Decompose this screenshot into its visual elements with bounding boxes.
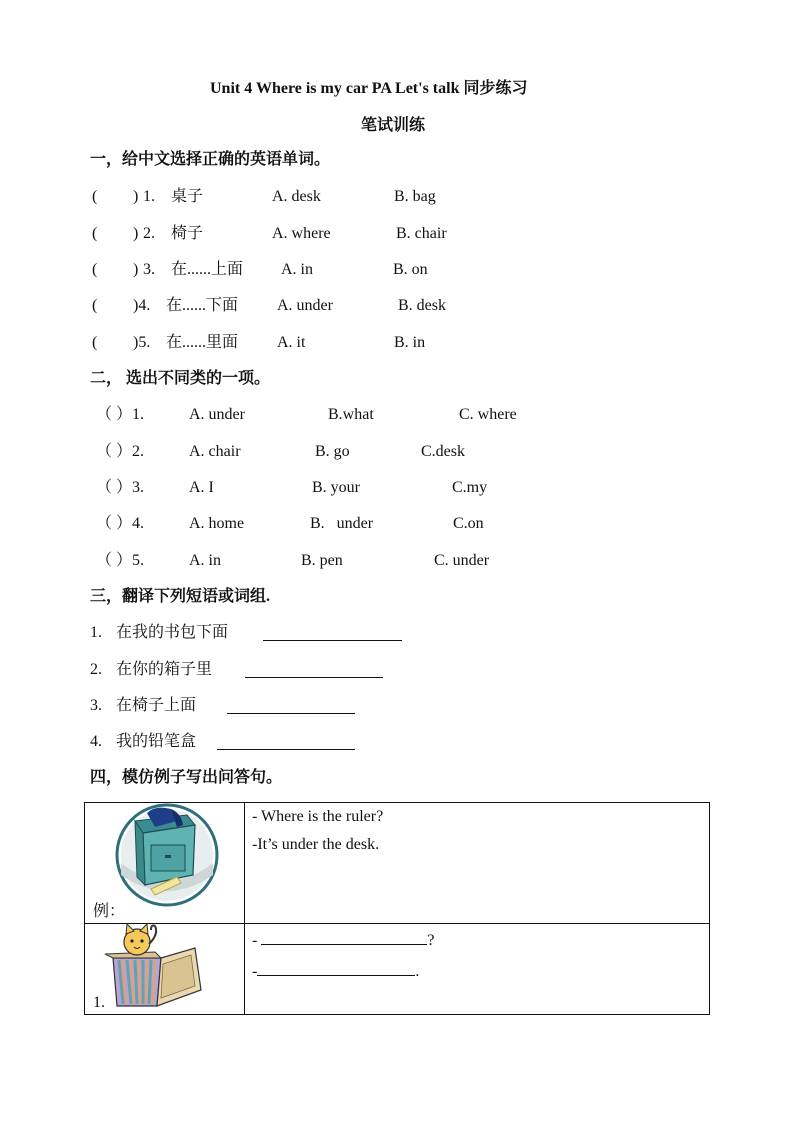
chinese-phrase: 我的铅笔盒 [116,733,197,750]
line-suffix: . [415,963,420,980]
option-c: C.on [453,515,484,532]
exercise-text-cell [245,924,710,1015]
option-b: B. desk [398,297,446,314]
exercise-row [85,924,710,1015]
example-question: - Where is the ruler? [252,808,384,825]
chinese-phrase: 在你的箱子里 [116,661,213,678]
example-row [85,803,710,924]
answer-paren: ( [92,297,98,314]
item-number: 2. [143,225,155,242]
option-b: B. chair [396,225,447,242]
cat-in-box-illustration [85,924,244,1012]
answer-paren: ( [92,334,98,351]
answer-close: ) [133,188,139,205]
option-a: A. in [189,552,221,569]
answer-close: )5. [133,334,151,351]
item-number: 4. [90,733,102,750]
section2-heading: 二， 选出不同类的一项。 [90,370,271,387]
example-label: 例： [93,903,126,920]
answer-paren: （ ）2. [96,443,145,460]
option-b: B. go [315,443,350,460]
answer-paren: （ ）5. [96,552,145,569]
answer-blank[interactable] [217,733,355,750]
item-number: 2. [90,661,102,678]
option-c: C.my [452,479,488,496]
option-c: C. under [434,552,490,569]
example-table [84,802,710,1015]
answer-paren: （ ）3. [96,479,145,496]
chinese-word: 桌子 [171,188,204,205]
item-number: 3. [90,697,102,714]
section1-heading: 一，给中文选择正确的英语单词。 [90,151,331,168]
option-c: C. where [459,406,517,423]
option-a: A. it [277,334,306,351]
option-a: A. in [281,261,313,278]
chinese-word: 椅子 [171,225,204,242]
chinese-word: 在......下面 [166,297,239,314]
item-number: 3. [143,261,155,278]
answer-blank[interactable] [263,624,402,641]
option-b: B.what [328,406,374,423]
answer-paren: ( [92,188,98,205]
option-b: B. under [310,515,374,532]
exercise-question-line [252,928,709,951]
item-number: 1. [90,624,102,641]
answer-paren: （ ）1. [96,406,145,423]
option-a: A. I [189,479,214,496]
answer-close: ) [133,225,139,242]
option-a: A. chair [189,443,241,460]
chinese-phrase: 在椅子上面 [116,697,197,714]
exercise-answer-line [252,959,709,982]
answer-paren: ( [92,261,98,278]
example-text-cell [245,803,710,924]
example-image-cell [85,803,245,924]
option-a: A. where [272,225,331,242]
option-a: A. under [189,406,245,423]
line-suffix: ? [427,932,435,949]
option-b: B. pen [301,552,343,569]
line-prefix: - [252,932,262,949]
section4-heading: 四，模仿例子写出问答句。 [90,769,283,786]
option-b: B. on [393,261,428,278]
answer-close: )4. [133,297,151,314]
answer-paren: （ ）4. [96,515,145,532]
line-prefix: - [252,963,258,980]
example-answer: -It’s under the desk. [252,836,380,853]
item-number: 1. [143,188,155,205]
worksheet-title: Unit 4 Where is my car PA Let's talk 同步练习 [210,80,528,97]
option-a: A. under [277,297,333,314]
chinese-word: 在......里面 [166,334,239,351]
option-c: C.desk [421,443,465,460]
option-a: A. home [189,515,245,532]
question-blank[interactable] [261,928,427,945]
answer-blank[interactable] [257,959,415,976]
section3-heading: 三，翻译下列短语或词组. [90,588,271,605]
option-b: B. bag [394,188,436,205]
chinese-word: 在......上面 [171,261,244,278]
worksheet-subtitle: 笔试训练 [361,117,426,134]
chinese-phrase: 在我的书包下面 [116,624,229,641]
exercise-number: 1. [93,994,105,1011]
answer-close: ) [133,261,139,278]
answer-blank[interactable] [227,697,355,714]
option-a: A. desk [272,188,321,205]
answer-paren: ( [92,225,98,242]
exercise-image-cell [85,924,245,1015]
answer-blank[interactable] [245,661,383,678]
option-b: B. your [312,479,360,496]
option-b: B. in [394,334,426,351]
